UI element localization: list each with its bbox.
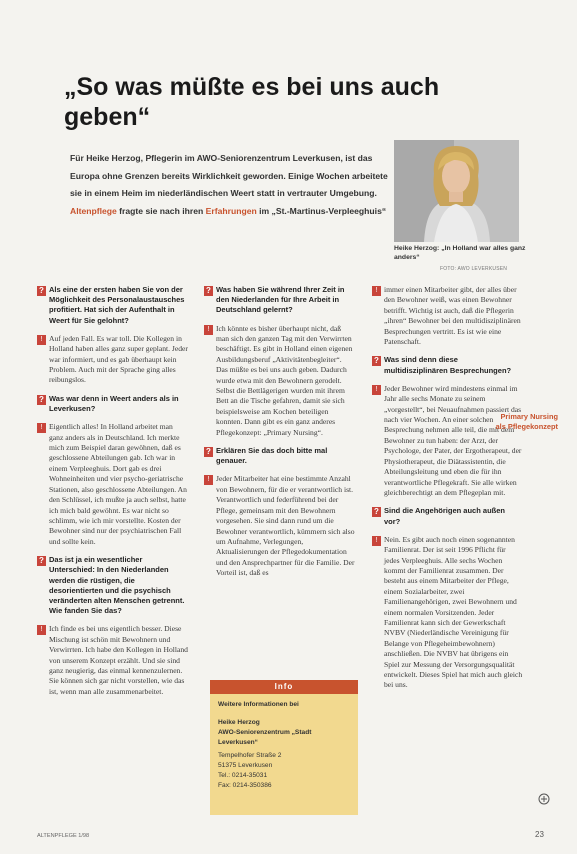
- interview-answer: [372, 285, 523, 347]
- photo-caption: Heike Herzog: „In Holland war alles ganz anders“: [394, 245, 526, 261]
- interview-question: [204, 446, 355, 466]
- question-marker-icon: ?: [372, 507, 381, 517]
- lead-text-3: im „St.-Martinus-Verpleeghuis“: [256, 205, 387, 216]
- info-street: Tempelhofer Straße 2: [218, 752, 282, 759]
- page-number: 23: [535, 830, 544, 839]
- lead-text-2: fragte sie nach ihren: [116, 205, 206, 216]
- answer-marker-icon: !: [204, 325, 213, 335]
- interview-answer: [372, 535, 523, 691]
- photo-credit: FOTO: AWO LEVERKUSEN: [440, 266, 508, 272]
- answer-marker-icon: !: [372, 536, 381, 546]
- question-text: Als eine der ersten haben Sie von der Möglichkeit des Personalaustausches profitiert. Hat sich der Aufenthalt in Weert für Sie gelohnt?: [49, 285, 185, 325]
- lead-text-1: Für Heike Herzog, Pflegerin im AWO-Seniorenzentrum Leverkusen, ist das Europa ohne Grenzen bereits Wirklichkeit geworden. Einige Wochen arbeitete sie in einem Heim im niederländischen Weert statt in vertrauter Umgebung.: [70, 153, 388, 198]
- info-city: 51375 Leverkusen: [218, 762, 273, 769]
- interview-answer: [37, 334, 188, 386]
- article-title: „So was müßte es bei uns auch geben“: [64, 73, 440, 131]
- answer-marker-icon: !: [372, 286, 381, 296]
- answer-marker-icon: !: [37, 625, 46, 635]
- answer-text: Ich finde es bei uns eigentlich besser. Diese Mischung ist schön mit Bewohnern und Verwirrten. Ich habe den Kollegen in Holland von unserem Konzept erzählt. Und sie sind ganz neugierig, das einmal kennenzulernen. Sie können sich gar nicht vorstellen, wie das ist, wenn man alle zusammenarbeitet.: [49, 624, 188, 696]
- portrait-photo: [394, 140, 519, 242]
- text-column-1: [37, 285, 188, 705]
- question-text: Erklären Sie das doch bitte mal genauer.: [216, 446, 328, 466]
- interview-question: [37, 394, 188, 414]
- question-marker-icon: ?: [204, 447, 213, 457]
- answer-text: Nein. Es gibt auch noch einen sogenannten Familienrat. Der ist seit 1996 Pflicht für jedes Verpleeghuis. Alle sechs Wochen kommt der Familienrat zusammen. Der besteht aus einem Mitarbeiter der Pflege, einem Sozialarbeiter, zwei Familienangehörigen, zwei Bewohnern und einem normalen Vorsitzenden. Jeder Familienrat kann sich der Gewerkschaft NVBV (Niederländische Vereinigung für Belange von Pflegeheimbewohnern) anschließen. Die NVBV hat übrigens ein Spiel zur Messung der Versorgungsqualität entwickelt. Dieses Spiel hat mich auch gleich bei uns.: [384, 534, 523, 690]
- interview-question: [372, 355, 523, 375]
- end-of-article-icon: [538, 793, 550, 805]
- question-marker-icon: ?: [37, 556, 46, 566]
- answer-marker-icon: !: [37, 335, 46, 345]
- pull-quote: Primary Nursing als Pflegekonzept: [495, 412, 558, 431]
- info-org: AWO-Seniorenzentrum „Stadt Leverkusen“: [218, 729, 312, 746]
- answer-text: Jeder Mitarbeiter hat eine bestimmte Anzahl von Bewohnern, für die er verantwortlich ist. Verantwortlich und federführend bei der Pflege, gemeinsam mit den Bewohnern vorgesehen. Sie sind dann rund um die Bewohner verantwortlich, kümmern sich also um Aufnahme, Verlegungen, Aktualisierungen der Pflegedokumentation und den Ansprechpartner für die Familie. Der Vorteil ist, daß es: [216, 474, 355, 578]
- answer-text: Eigentlich alles! In Holland arbeitet man ganz anders als in Deutschland. Ich merkte mich zum Beispiel daran gewöhnen, daß es geschlossene Abteilungen gab. Ich war in einem Verpleeghuis. Dort gab es drei Wohneinheiten und vier psycho-geriatrische Stationen, also geschlossene Abteilungen. An den Schlüssel, ich mußte ja auch selbst, hatte ich mich bald gewöhnt. Es war nicht so schlimm, wie ich mir vorstellte. Kosten der Bewohner sind nur der psychiatrischen Fall und sollte kein.: [49, 422, 187, 546]
- lead-highlight: Erfahrungen: [205, 205, 257, 216]
- text-column-2: [204, 285, 355, 587]
- info-subheading: Weitere Informationen bei: [218, 701, 299, 708]
- answer-text: Ich könnte es bisher überhaupt nicht, daß man sich den ganzen Tag mit den Verwirrten beschäftigt. Es gibt in Holland einen eigenen Ausbildungsberuf „Aktivitätenbegleiter“. Das müßte es bei uns auch geben. Dadurch wurde etwa mit den Bewohnern gerodelt. Selbst die Bettlägerigen wurden mit ihrem Bett an die Tische gefahren, damit sie sich beispielsweise am Kochen beteiligen konnten. Dann gibt es ein ganz anderes Pflegekonzept: „Primary Nursing“.: [216, 323, 353, 437]
- interview-answer: [372, 384, 523, 498]
- article-lead: [70, 150, 390, 220]
- question-text: Was sind denn diese multidisziplinären Besprechungen?: [384, 355, 512, 375]
- interview-question: [37, 285, 188, 326]
- answer-text: immer einen Mitarbeiter gibt, der alles über den Bewohner weiß, was einen Bewohner betrifft. Wichtig ist auch, daß die Pflegerin „ihren“ Bewohner bei den multidisziplinären Besprechungen vertritt. Es ist wie eine Patenschaft.: [384, 285, 521, 347]
- portrait-illustration: [394, 140, 519, 242]
- question-marker-icon: ?: [372, 356, 381, 366]
- answer-text: Jeder Bewohner wird mindestens einmal im Jahr alle sechs Monate zu seinem „vorgestellt“, bei Neuaufnahmen passiert das nach vier Wochen. An einer solchen Besprechung nehmen alle teil, die mit dem Bewohner zu tun haben: der Arzt, der Psychologe, der Pater, der Ergotherapeut, der Physiotherapeut, die Diätassistentin, die Abteilungsleitung und eben die für ihn verantwortliche Pflegekraft. Sie alle wirken gleichberechtigt an dem Pflegeplan mit.: [384, 383, 522, 497]
- interview-answer: [37, 624, 188, 697]
- interview-question: [204, 285, 355, 316]
- question-marker-icon: ?: [37, 286, 46, 296]
- info-body: [210, 694, 358, 797]
- interview-answer: [204, 324, 355, 438]
- question-text: Was war denn in Weert anders als in Leverkusen?: [49, 393, 179, 414]
- question-text: Sind die Angehörigen auch außen vor?: [384, 506, 505, 526]
- info-fax: Fax: 0214-350386: [218, 782, 272, 789]
- lead-brand: Altenpflege: [70, 205, 117, 216]
- footer-issue: ALTENPFLEGE 1/98: [37, 833, 90, 839]
- info-box: [210, 680, 358, 815]
- question-text: Was haben Sie während Ihrer Zeit in den Niederlanden für Ihre Arbeit in Deutschland gelernt?: [216, 285, 345, 315]
- interview-answer: [204, 474, 355, 578]
- interview-question: [372, 506, 523, 526]
- question-marker-icon: ?: [37, 395, 46, 405]
- question-text: Das ist ja ein wesentlicher Unterschied: In den Niederlanden werden die rüstigen, die desorientierten und die psychisch veränderten alten Menschen getrennt. Wie fanden Sie das?: [49, 555, 185, 616]
- answer-marker-icon: !: [37, 423, 46, 433]
- interview-question: [37, 555, 188, 616]
- info-name: Heike Herzog: [218, 719, 260, 726]
- answer-marker-icon: !: [204, 475, 213, 485]
- answer-text: Auf jeden Fall. Es war toll. Die Kollegen in Holland haben alles ganz super geplant. Jeder war informiert, und es gab überhaupt kein Problem. Auch mit der Sprache ging alles reibungslos.: [49, 333, 188, 385]
- text-column-3: [372, 285, 523, 699]
- answer-marker-icon: !: [372, 385, 381, 395]
- info-phone: Tel.: 0214-35031: [218, 772, 268, 779]
- question-marker-icon: ?: [204, 286, 213, 296]
- info-heading: Info: [210, 680, 358, 694]
- interview-answer: [37, 422, 188, 547]
